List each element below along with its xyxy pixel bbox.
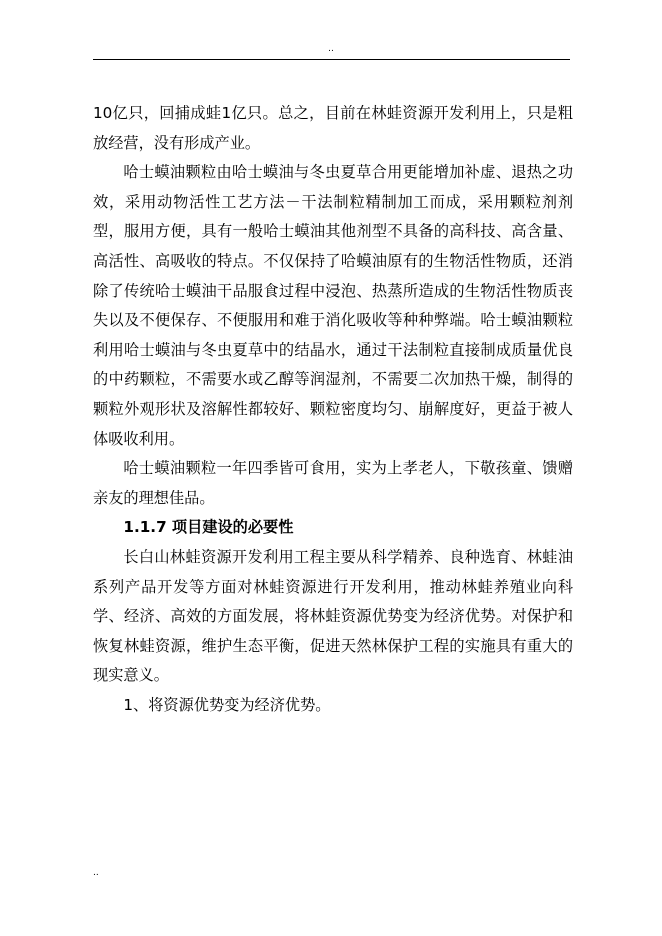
paragraph-granule-usage: 哈士蟆油颗粒一年四季皆可食用，实为上孝老人，下敬孩童、馈赠亲友的理想佳品。: [93, 459, 573, 507]
header-rule: [93, 59, 570, 60]
paragraph-continuation: 10亿只，回捕成蛙1亿只。总之，目前在林蛙资源开发利用上，只是粗放经营，没有形成产业。: [93, 104, 573, 152]
footer-mark: ..: [93, 868, 99, 878]
header-mark: ..: [328, 44, 334, 54]
paragraph-granule-description: 哈士蟆油颗粒由哈士蟆油与冬虫夏草合用更能增加补虚、退热之功效，采用动物活性工艺方法－干法制粒精制加工而成，采用颗粒剂剂型，服用方便，具有一般哈士蟆油其他剂型不具备的高科技、高含量、高活性、高吸收的特点。不仅保持了哈蟆油原有的生物活性物质，还消除了传统哈士蟆油干品服食过程中浸泡、热蒸所造成的生物活性物质丧失以及不便保存、不便服用和难于消化吸收等种种弊端。哈士蟆油颗粒利用哈士蟆油与冬虫夏草中的结晶水，通过干法制粒直接制成质量优良的中药颗粒，不需要水或乙醇等润湿剂，不需要二次加热干燥，制得的颗粒外观形状及溶解性都较好、颗粒密度均匀、崩解度好，更益于被人体吸收利用。: [93, 163, 573, 448]
paragraph-project-necessity: 长白山林蛙资源开发利用工程主要从科学精养、良种选育、林蛙油系列产品开发等方面对林蛙资源进行开发利用，推动林蛙养殖业向科学、经济、高效的方面发展，将林蛙资源优势变为经济优势。对保护和恢复林蛙资源，维护生态平衡，促进天然林保护工程的实施具有重大的现实意义。: [93, 547, 573, 685]
section-heading: 1.1.7 项目建设的必要性: [123, 518, 294, 537]
page-body: [93, 99, 573, 720]
list-item-1: 1、将资源优势变为经济优势。: [123, 695, 331, 714]
